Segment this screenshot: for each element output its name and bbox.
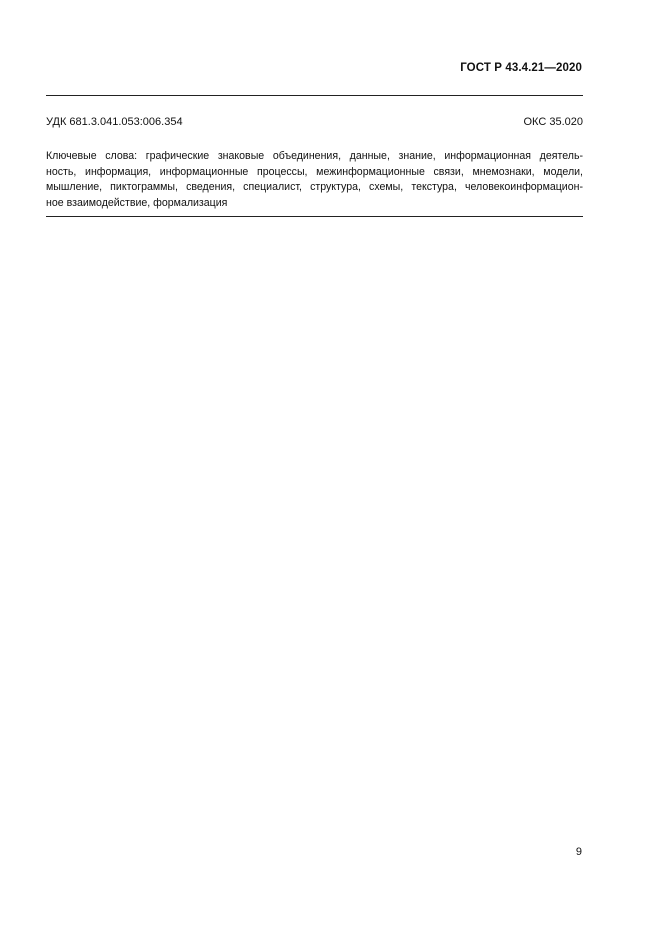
- keywords-line: ное взаимодействие, формализация: [46, 196, 228, 209]
- udc-code: УДК 681.3.041.053:006.354: [46, 116, 183, 128]
- page-number: 9: [575, 846, 582, 858]
- keywords-line: Ключевые слова: графические знаковые объединения, данные, знание, информационная деятель-: [46, 150, 583, 162]
- keywords-line: мышление, пиктограммы, сведения, специалист, структура, схемы, текстура, человекоинформацион-: [46, 181, 583, 193]
- classification-row: [46, 116, 583, 128]
- standard-code: ГОСТ Р 43.4.21—2020: [460, 62, 582, 74]
- top-divider: [46, 95, 583, 96]
- keywords-paragraph: [46, 149, 583, 211]
- oks-code: ОКС 35.020: [523, 116, 583, 128]
- bottom-divider: [46, 216, 583, 217]
- keywords-line: ность, информация, информационные процессы, межинформационные связи, мнемознаки, модели,: [46, 165, 583, 178]
